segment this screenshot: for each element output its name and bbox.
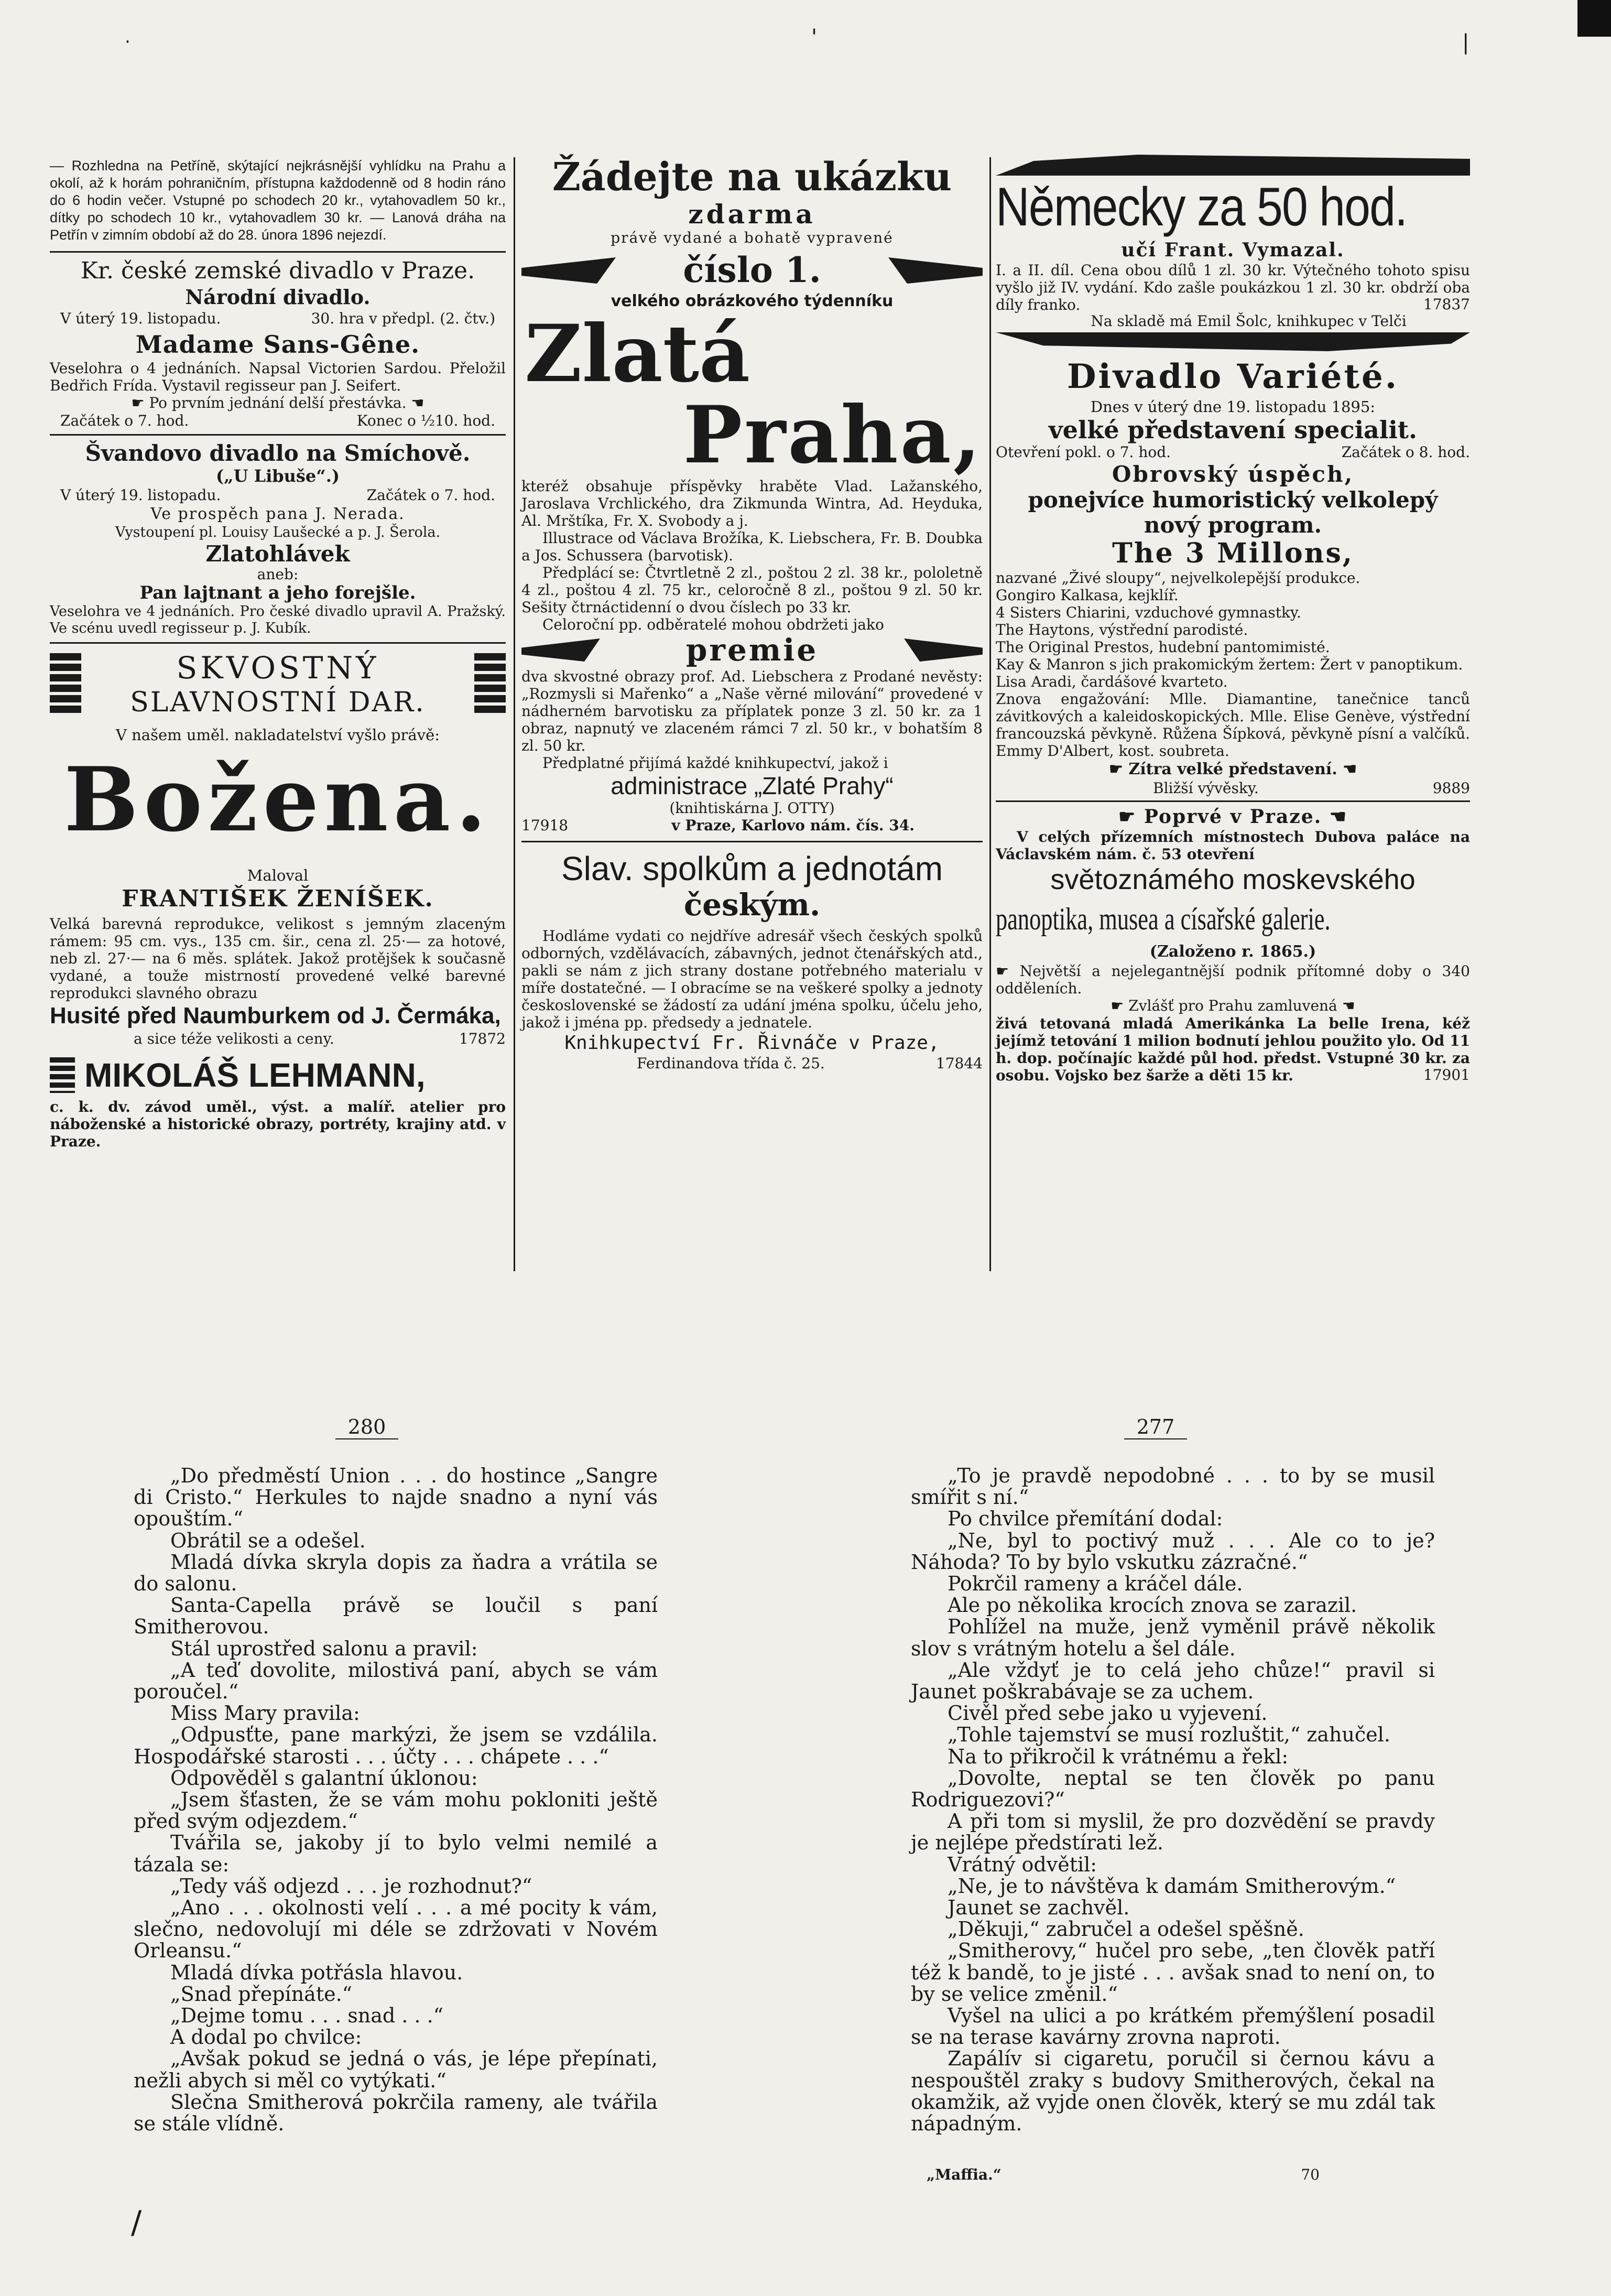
story-paragraph: „Ale vždyť je to celá jeho chůze!“ pravil si Jaunet poškrabávaje se za uchem. [911, 1658, 1435, 1704]
middle-column [521, 155, 983, 1072]
story-paragraph: „Ano . . . okolnosti velí . . . a mé pocity k vám, slečno, nedovolují mi déle se zdržovati v Novém Orleansu.“ [134, 1896, 658, 1963]
premie-description: dva skvostné obrazy prof. Ad. Liebschera z Prodané nevěsty: „Rozmysli si Mařenko“ a „Naše věrné milování“ provedené v nádherném barvotisku za příplatek ponze 3 zl. 50 kr. za 1 obraz, napnutý ve zlaceném rámci 7 zl. 50 kr., v bohatším 8 zl. 50 kr. [521, 668, 983, 754]
story-paragraph: Mladá dívka potřásla hlavou. [170, 1961, 463, 1984]
pointing-hand-icon: ☚ [1337, 760, 1357, 778]
ponejvice: ponejvíce humoristický velkolepý [1028, 487, 1438, 513]
pointing-hand-icon: ☛ [131, 394, 149, 411]
variete-title: Divadlo Variété. [1066, 357, 1399, 396]
pointing-hand-icon: ☛ [1118, 806, 1144, 828]
story-paragraph: Obrátil se a odešel. [170, 1529, 366, 1552]
rivnac-address-row [521, 1055, 983, 1072]
divadlo-title: Kr. české zemské divadlo v Praze. [80, 257, 475, 284]
prave-vydane: právě vydané a bohatě vypravené [611, 229, 894, 246]
svandovo-description: Veselohra ve 4 jednáních. Pro české divadlo upravil A. Pražský. Ve scénu uvedl regisseur p. J. Kubík. [50, 603, 506, 636]
narodni-date: V úterý 19. listopadu. [60, 310, 221, 327]
margin-mark-top-right: | [1462, 30, 1470, 55]
predplatne: Předplatné přijímá každé knihkupectví, jakož i [542, 754, 888, 772]
story-left-body [134, 1465, 658, 2135]
svandovo-start: Začátek o 7. hod. [366, 486, 495, 504]
zlatohlavek-title: Zlatohlávek [205, 541, 350, 567]
vyslo-line: V našem uměl. nakladatelství vyšlo právě: [115, 726, 440, 744]
predplaci: Předplácí se: Čtvrtletně 2 zl., poštou 2 zl. 38 kr., pololetně 4 zl., poštou 4 zl. 75 kr., celoročně 8 zl., poštou 9 zl. 50 kr. Sešity čtrnáctidenní o dvou číslech po 33 kr. [521, 564, 983, 616]
illustrace: Illustrace od Václava Brožíka, K. Liebschera, Fr. B. Doubka a Jos. Schussera (barvotisk). [521, 529, 983, 564]
zlata-title: Zlatá [525, 308, 750, 400]
zitra: Zítra velké představení. [1128, 760, 1337, 778]
corner-tab [1577, 0, 1611, 37]
blizsi-row [996, 779, 1470, 797]
obrovsky-uspech: Obrovský úspěch, [1112, 461, 1354, 487]
nazvane: nazvané „Živé sloupy“, nejvelkolepější produkce. [996, 569, 1360, 587]
premie-block [521, 633, 983, 668]
margin-mark-bottom-slash: / [131, 2204, 142, 2241]
story-left [134, 1465, 658, 2135]
rivnac-line: Knihkupectví Fr. Řivnáče v Praze, [564, 1032, 940, 1054]
pointing-hand-icon: ☛ [996, 962, 1020, 980]
story-paragraph: Jaunet se zachvěl. [948, 1896, 1130, 1920]
story-paragraph: Pohlížel na muže, jenž vyměnil právě několik slov s vrátným hotelu a šel dále. [911, 1615, 1435, 1660]
haytons: The Haytons, výstřední parodisté. [996, 621, 1248, 638]
vymazal-description: I. a II. díl. Cena obou dílů 1 zl. 30 kr. Výtečného tohoto spisu vyšlo již IV. vydání. Kdo zašle poukázkou 1 zl. 30 kr. obdrží oba díly franko. [996, 262, 1470, 313]
story-paragraph: „Avšak pokud se jedná o vás, je lépe přepínati, nežli abych si měl co vytýkati.“ [134, 2047, 658, 2092]
skvostny: SKVOSTNÝ [176, 650, 379, 686]
rozhledna-notice: — Rozhledna na Petříně, skýtající nejkrásnější vyhlídku na Prahu a okolí, až k horám pohraničním, přístupna každodenně od 8 hodin ráno do 6 hodin večer. Vstupné po schodech 20 kr., vytahovadlem 50 kr., dítky po schodech 10 kr., vytahovadlem 30 kr. — Lanová dráha na Petřín v zimním období až do 28. února 1896 nejezdí. [50, 158, 506, 243]
millons: The 3 Millons, [1112, 537, 1354, 569]
break-note-row [50, 394, 506, 412]
pointing-hand-icon [904, 638, 983, 662]
narodni-divadlo: Národní divadlo. [185, 285, 371, 309]
celych: V celých přízemních místnostech Dubova paláce na Václavském nám. č. 53 otevření [996, 828, 1470, 863]
story-paragraph: „Do předměstí Union . . . do hostince „Sangre di Cristo.“ Herkules to najde snadno a nyní vás opouštím.“ [134, 1464, 658, 1531]
kay-manron: Kay & Manron s jich prakomickým žertem: Žert v panoptikum. [996, 656, 1463, 673]
story-right-header [1124, 1415, 1229, 1439]
maloval: Maloval [247, 867, 309, 884]
variete-start: Začátek o 8. hod. [1341, 443, 1470, 461]
dnes: Dnes v úterý dne 19. listopadu 1895: [1090, 398, 1376, 416]
otevreni: Otevření pokl. o 7. hod. [996, 443, 1171, 461]
story-paragraph: „Odpusťte, pane markýzi, že jsem se vzdálila. Hospodářské starosti . . . účty . . . chápete . . .“ [134, 1723, 658, 1768]
column-rule-left [514, 157, 515, 1271]
story-paragraph: „Ne, je to návštěva k damám Smitherovým.“ [948, 1874, 1396, 1898]
zdarma: zdarma [688, 199, 816, 230]
ornament-rule-top [996, 155, 1470, 176]
slavnostni-dar-block [50, 651, 506, 724]
pointing-hand-icon: ☚ [1337, 997, 1355, 1014]
slav-headline: Slav. spolkům a jednotám [561, 850, 943, 887]
footer-number: 70 [1301, 2166, 1320, 2184]
znova: Znova engažování: Mlle. Diamantine, tanečnice tanců závitkových a kaleidoskopických. Mlle. Elise Genève, výstřední francouzská pěvkyně. Růžena Šípková, pěvkyně písní a valčíků. Emmy D'Albert, kost. soubreta. [996, 690, 1470, 760]
ziva-tetovana: živá tetovaná mladá Amerikánka La belle Irena, kéž jejímž tetování 1 milion bodnutí jehlou použito ylo. Od 11 h. dop. počínajíc každé půl hod. předst. Vstupné 30 kr. za osobu. Vojsko bez šarže a děti 15 kr. [996, 1015, 1470, 1084]
lehmann-row [50, 1056, 506, 1094]
husite-sub-row [50, 1030, 506, 1048]
story-paragraph: Pokrčil rameny a kráčel dále. [948, 1572, 1243, 1596]
address-row [521, 817, 983, 835]
lehmann-description: c. k. dv. závod uměl., výst. a malíř. atelier pro náboženské a historické obrazy, portréty, krajiny atd. v Praze. [50, 1098, 506, 1150]
prestos: The Original Prestos, hudební pantomimisté. [996, 638, 1330, 656]
lehmann-name: MIKOLÁŠ LEHMANN, [84, 1056, 426, 1094]
administrace: administrace „Zlaté Prahy“ [611, 772, 894, 799]
play-title: Madame Sans-Gêne. [135, 330, 420, 359]
knihtiskarna: (knihtiskárna J. OTTY) [669, 799, 835, 817]
end-time: Konec o ½10. hod. [356, 412, 495, 429]
zadejte-headline: Žádejte na ukázku [552, 155, 952, 200]
play-description: Veselohra o 4 jednáních. Napsal Victorien Sardou. Přeložil Bedřich Frída. Vystavil regisseur pan J. Seifert. [50, 360, 506, 394]
pointing-hand-icon: ☛ [1111, 997, 1129, 1014]
cislo-block [521, 250, 983, 291]
husite-sub: a sice téže velikosti a ceny. [134, 1030, 334, 1047]
story-paragraph: „Dejme tomu . . . snad . . .“ [170, 2004, 444, 2028]
column-rule-right [989, 157, 991, 1271]
zlata-description: kteréž obsahuje příspěvky hraběte Vlad. Lažanského, Jaroslava Vrchlického, dra Zikmunda Wintra, Ad. Heyduka, Al. Mrštíka, Fr. X. Svobody a j. [521, 478, 983, 529]
story-right-footer [911, 2166, 1435, 2184]
gongiro: Gongiro Kalkasa, kejklíř. [996, 587, 1179, 604]
nemecky-headline: Německy za 50 hod. [996, 177, 1407, 237]
specialit: velké představení specialit. [1048, 416, 1418, 444]
husite-number: 17872 [459, 1030, 506, 1047]
praha-title: Praha, [683, 389, 983, 481]
chiarini: 4 Sisters Chiarini, vzduchové gymnastky. [996, 604, 1301, 621]
story-paragraph: Odpověděl s galantní úklonou: [170, 1766, 478, 1790]
narodni-subscription: 30. hra v předpl. (2. čtv.) [311, 310, 495, 327]
vymazal-number: 17837 [1423, 296, 1470, 313]
story-paragraph: „A teď dovolite, milostivá paní, abych se vám poroučel.“ [134, 1658, 658, 1704]
nejvetsi: Největší a nejelegantnější podnik přítomné doby o 340 odděleních. [996, 962, 1470, 997]
story-right-body [911, 1465, 1435, 2135]
rivnac-address: Ferdinandova třída č. 25. [637, 1055, 825, 1072]
page-number-left: 280 [335, 1415, 398, 1439]
story-paragraph: Po chvilce přemítání dodal: [948, 1507, 1223, 1531]
novy-program: nový program. [1144, 512, 1322, 538]
panoptika-title: panoptika, musea a císařské galerie. [996, 902, 1331, 936]
cislo-1: číslo 1. [683, 250, 821, 290]
margin-mark-top-center: ' [811, 25, 817, 49]
lisa-aradi: Lisa Aradi, čardášové kvarteto. [996, 673, 1228, 690]
story-paragraph: Ale po několika krocích znova se zarazil. [948, 1594, 1357, 1617]
svandovo-date: V úterý 19. listopadu. [60, 486, 221, 504]
zalozeno: (Založeno r. 1865.) [1149, 943, 1316, 961]
story-paragraph: „Ne, byl to poctivý muž . . . Ale co to je? Náhoda? To by bylo vskutku zázračné.“ [911, 1529, 1435, 1574]
celorocni: Celoroční pp. odběratelé mohou obdržeti jako [542, 616, 884, 633]
slav-description: Hodláme vydati co nejdříve adresář všech českých spolků odborných, vzdělávacích, zábavných, jednot čtenářských atd., pakli se nám z jich strany dostane potřebného materialu v míře dostatečné. — I obracíme se na veškeré spolky a jednoty československé se žádostí za udání jména spolku, účelu jeho, jakož i jména pp. předsedy a jednatele. [521, 927, 983, 1031]
story-paragraph: Zapálív si cigaretu, poručil si černou kávu a nespouštěl zraky s budovy Smitherových, čekal na okamžik, až vyjde onen člověk, který se mu zdál tak nápadným. [911, 2047, 1435, 2136]
svandovo-subtitle: Pan lajtnant a jeho forejšle. [139, 582, 416, 603]
story-paragraph: „To je pravdě nepodobné . . . to by se musil smířit s ní.“ [911, 1464, 1435, 1509]
story-paragraph: Miss Mary pravila: [170, 1702, 360, 1725]
variete-number: 9889 [1432, 779, 1470, 797]
painter-name: FRANTIŠEK ŽENÍŠEK. [122, 885, 434, 912]
guests-line: Vystoupení pl. Louisy Laušecké a p. J. Šerola. [115, 524, 441, 540]
zvlast: Zvlášť pro Prahu zamluvená [1128, 997, 1337, 1014]
pointing-hand-icon [888, 257, 983, 284]
story-paragraph: „Tedy váš odjezd . . . je rozhodnut?“ [170, 1874, 532, 1898]
right-column [996, 155, 1470, 1083]
break-note: Po prvním jednání delší přestávka. [149, 394, 407, 411]
benefit-line: Ve prospěch pana J. Nerada. [150, 505, 405, 523]
slavnostni-dar: SLAVNOSTNÍ DAR. [130, 687, 426, 718]
variete-times [996, 443, 1470, 461]
pointing-hand-icon: ☛ [1109, 760, 1129, 778]
footer-title: „Maffia.“ [927, 2166, 1002, 2184]
nejvetsi-row [996, 962, 1470, 997]
zvlast-row [996, 997, 1470, 1015]
rivnac-number: 17844 [935, 1055, 983, 1072]
story-paragraph: „Děkuji,“ zabručel a odešel spěšně. [948, 1918, 1304, 1941]
order-number: 17918 [521, 817, 569, 834]
start-time: Začátek o 7. hod. [60, 412, 189, 429]
story-paragraph: „Jsem šťasten, že se vám mohu pokloniti ještě před svým odjezdem.“ [134, 1788, 658, 1833]
story-paragraph: Slečna Smitherová pokrčila rameny, ale tvářila se stále vlídně. [134, 2090, 658, 2136]
zitra-row [996, 760, 1470, 779]
story-paragraph: Vyšel na ulici a po krátkém přemýšlení posadil se na terase kavárny zrovna naproti. [911, 2004, 1435, 2049]
left-column [50, 157, 506, 1150]
pointing-hand-icon: ☚ [406, 394, 424, 411]
page-number-right: 277 [1124, 1415, 1187, 1439]
story-paragraph: „Dovolte, neptal se ten člověk po panu Rodriguezovi?“ [911, 1766, 1435, 1812]
sklad: Na skladě má Emil Šolc, knihkupec v Telči [1091, 312, 1407, 330]
story-paragraph: Tvářila se, jakoby jí to bylo velmi nemilé a tázala se: [134, 1831, 658, 1876]
story-paragraph: Civěl před sebe jako u vyjevení. [948, 1702, 1268, 1725]
pointing-hand-icon [521, 257, 616, 284]
pointing-hand-icon [521, 638, 600, 662]
story-paragraph: Vrátný odvětil: [948, 1853, 1097, 1876]
ornament-rule-bottom [996, 332, 1470, 351]
story-right [911, 1465, 1435, 2184]
address: v Praze, Karlovo nám. čís. 34. [671, 817, 915, 834]
poprve: Poprvé v Praze. [1144, 806, 1322, 828]
ceskym: českým. [683, 887, 821, 923]
narodni-date-row [60, 308, 495, 329]
aneb-line: aneb: [257, 566, 299, 583]
story-paragraph: A při tom si myslil, že pro dozvědění se pravdy je nejlépe předstírati lež. [911, 1810, 1435, 1855]
u-libuse: („U Libuše“.) [216, 466, 340, 486]
velkeho-tydenniku: velkého obrázkového týdenníku [611, 292, 894, 310]
story-paragraph: Santa-Capella právě se loučil s paní Smitherovou. [134, 1594, 658, 1639]
poprve-row [996, 805, 1470, 828]
svandovo-date-row [60, 486, 495, 505]
story-paragraph: „Snad přepínáte.“ [170, 1982, 353, 2006]
story-paragraph: „Tohle tajemství se musí rozluštit,“ zahučel. [948, 1723, 1390, 1747]
pointing-hand-icon: ☚ [1322, 806, 1347, 828]
bozena-title: Božena. [64, 748, 492, 851]
premie-title: premie [685, 632, 819, 668]
uci-vymazal: učí Frant. Vymazal. [1121, 239, 1345, 261]
svandovo-title: Švandovo divadlo na Smíchově. [85, 440, 471, 466]
story-paragraph: Mladá dívka skryla dopis za ňadra a vrátila se do salonu. [134, 1550, 658, 1596]
story-paragraph: Na to přikročil k vrátnému a řekl: [948, 1745, 1289, 1768]
story-paragraph: A dodal po chvilce: [170, 2026, 362, 2049]
ornament-bars [50, 1057, 75, 1093]
panoptika-number: 17901 [1423, 1066, 1470, 1084]
bozena-description: Velká barevná reprodukce, velikost s jemným zlaceným rámem: 95 cm. vys., 135 cm. šir., cena zl. 25·— za hotové, neb zl. 27·— na 6 měs. splátek. Jakož protějšek k současně vydané, a touže mistrností provedené velké barevné reprodukci slavného obrazu [50, 915, 506, 1002]
husite-title: Husité před Naumburkem od J. Čermáka, [50, 1003, 501, 1028]
story-paragraph: Stál uprostřed salonu a pravil: [170, 1637, 478, 1660]
story-paragraph: „Smitherovy,“ hučel pro sebe, „ten člověk patří též k bandě, to je jisté . . . avšak snad to není on, to by se velice změnil.“ [911, 1939, 1435, 2006]
ornament-bars-left [50, 653, 81, 716]
ornament-bars-right [474, 653, 506, 716]
margin-mark-top-left: · [125, 31, 130, 52]
blizsi: Bližší vývěsky. [1153, 779, 1259, 797]
svetoznameho: světoznámého moskevského [1050, 864, 1416, 895]
times-row [60, 412, 495, 430]
story-left-header [335, 1415, 859, 1439]
